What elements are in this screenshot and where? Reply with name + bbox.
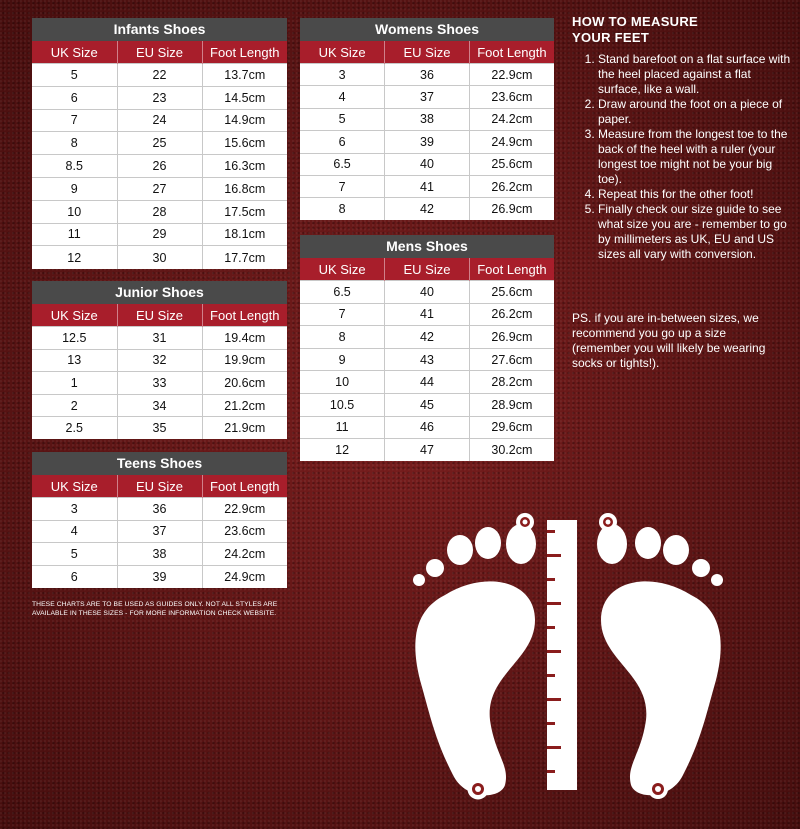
- foot-length-cell: 28.2cm: [469, 371, 554, 394]
- table-row: [32, 246, 287, 269]
- column-header-eu: EU Size: [117, 41, 202, 64]
- foot-length-cell: 16.8cm: [202, 177, 287, 200]
- column-header-eu: EU Size: [117, 475, 202, 498]
- table-row: [32, 565, 287, 588]
- table-row: [300, 64, 554, 86]
- foot-length-cell: 24.2cm: [469, 108, 554, 130]
- uk-size-cell: 6.5: [300, 153, 385, 175]
- foot-length-cell: 13.7cm: [202, 64, 287, 87]
- column-header-uk: UK Size: [32, 475, 117, 498]
- step-item: 2. Draw around the foot on a piece of paper.: [598, 97, 794, 127]
- step-item: 1. Stand barefoot on a flat surface with the heel placed against a flat surface, like a wall.: [598, 52, 794, 97]
- eu-size-cell: 26: [117, 155, 202, 178]
- eu-size-cell: 41: [385, 303, 470, 326]
- foot-length-cell: 23.6cm: [469, 86, 554, 108]
- column-header-uk: UK Size: [32, 41, 117, 64]
- foot-length-cell: 21.2cm: [202, 394, 287, 417]
- foot-length-cell: 25.6cm: [469, 153, 554, 175]
- uk-size-cell: 8: [300, 326, 385, 349]
- foot-length-cell: 19.9cm: [202, 349, 287, 372]
- uk-size-cell: 13: [32, 349, 117, 372]
- eu-size-cell: 43: [385, 348, 470, 371]
- column-header-eu: EU Size: [385, 41, 470, 64]
- foot-length-cell: 24.9cm: [469, 131, 554, 153]
- table-title: Mens Shoes: [300, 235, 554, 258]
- uk-size-cell: 3: [300, 64, 385, 86]
- junior-size-table: [32, 281, 287, 439]
- column-header-length: Foot Length: [469, 258, 554, 281]
- foot-length-cell: 20.6cm: [202, 372, 287, 395]
- eu-size-cell: 29: [117, 223, 202, 246]
- table-row: [300, 175, 554, 197]
- column-header-length: Foot Length: [469, 41, 554, 64]
- size-table: [300, 258, 554, 461]
- ps-note: PS. if you are in-between sizes, we recommend you go up a size (remember you will likely be wearing socks or tights!).: [572, 311, 766, 370]
- uk-size-cell: 8.5: [32, 155, 117, 178]
- uk-size-cell: 4: [32, 520, 117, 543]
- table-row: [32, 327, 287, 350]
- uk-size-cell: 6: [32, 565, 117, 588]
- foot-length-cell: 16.3cm: [202, 155, 287, 178]
- size-table: [32, 475, 287, 588]
- foot-length-cell: 26.2cm: [469, 175, 554, 197]
- eu-size-cell: 38: [117, 543, 202, 566]
- title-line: YOUR FEET: [572, 30, 650, 45]
- title-line: HOW TO MEASURE: [572, 14, 699, 29]
- left-foot-icon: [413, 524, 536, 795]
- table-row: [32, 177, 287, 200]
- eu-size-cell: 27: [117, 177, 202, 200]
- foot-length-cell: 27.6cm: [469, 348, 554, 371]
- eu-size-cell: 25: [117, 132, 202, 155]
- step-item: 5. Finally check our size guide to see what size you are - remember to go by millimeters as UK, EU and US sizes all vary with conversion.: [598, 202, 794, 262]
- uk-size-cell: 2.5: [32, 417, 117, 440]
- table-row: [32, 520, 287, 543]
- foot-length-cell: 29.6cm: [469, 416, 554, 439]
- eu-size-cell: 34: [117, 394, 202, 417]
- table-row: [32, 223, 287, 246]
- disclaimer-note: THESE CHARTS ARE TO BE USED AS GUIDES ONLY. NOT ALL STYLES ARE AVAILABLE IN THESE SIZES - FOR MORE INFORMATION CHECK WEBSITE.: [32, 601, 278, 617]
- column-header-uk: UK Size: [300, 258, 385, 281]
- eu-size-cell: 42: [385, 198, 470, 220]
- feet-ruler-illustration: [405, 500, 735, 810]
- table-row: [32, 543, 287, 566]
- right-heel-marker-icon: [648, 779, 668, 799]
- right-foot-icon: [597, 524, 723, 795]
- table-row: [32, 200, 287, 223]
- foot-length-cell: 26.9cm: [469, 198, 554, 220]
- eu-size-cell: 22: [117, 64, 202, 87]
- foot-length-cell: 28.9cm: [469, 393, 554, 416]
- table-row: [32, 417, 287, 440]
- uk-size-cell: 6: [32, 86, 117, 109]
- eu-size-cell: 40: [385, 153, 470, 175]
- table-row: [32, 349, 287, 372]
- uk-size-cell: 11: [300, 416, 385, 439]
- uk-size-cell: 7: [300, 175, 385, 197]
- foot-length-cell: 24.9cm: [202, 565, 287, 588]
- uk-size-cell: 12.5: [32, 327, 117, 350]
- table-row: [300, 348, 554, 371]
- womens-size-table: [300, 18, 554, 220]
- column-header-eu: EU Size: [385, 258, 470, 281]
- foot-length-cell: 22.9cm: [469, 64, 554, 86]
- eu-size-cell: 47: [385, 439, 470, 462]
- right-toe-marker-icon: [599, 513, 617, 531]
- eu-size-cell: 36: [385, 64, 470, 86]
- uk-size-cell: 8: [32, 132, 117, 155]
- column-header-eu: EU Size: [117, 304, 202, 327]
- left-toe-marker-icon: [516, 513, 534, 531]
- step-item: 3. Measure from the longest toe to the back of the heel with a ruler (your longest toe might not be your big toe).: [598, 127, 794, 187]
- table-row: [300, 108, 554, 130]
- uk-size-cell: 10: [32, 200, 117, 223]
- eu-size-cell: 42: [385, 326, 470, 349]
- column-header-uk: UK Size: [300, 41, 385, 64]
- table-row: [32, 498, 287, 521]
- uk-size-cell: 12: [32, 246, 117, 269]
- eu-size-cell: 30: [117, 246, 202, 269]
- table-row: [300, 86, 554, 108]
- foot-length-cell: 21.9cm: [202, 417, 287, 440]
- table-row: [300, 153, 554, 175]
- uk-size-cell: 2: [32, 394, 117, 417]
- table-row: [32, 372, 287, 395]
- column-header-length: Foot Length: [202, 304, 287, 327]
- table-row: [32, 132, 287, 155]
- uk-size-cell: 9: [32, 177, 117, 200]
- column-header-length: Foot Length: [202, 475, 287, 498]
- foot-length-cell: 14.5cm: [202, 86, 287, 109]
- how-to-measure-panel: [572, 14, 794, 262]
- table-row: [300, 326, 554, 349]
- foot-length-cell: 19.4cm: [202, 327, 287, 350]
- eu-size-cell: 28: [117, 200, 202, 223]
- foot-length-cell: 23.6cm: [202, 520, 287, 543]
- eu-size-cell: 24: [117, 109, 202, 132]
- uk-size-cell: 9: [300, 348, 385, 371]
- eu-size-cell: 23: [117, 86, 202, 109]
- foot-length-cell: 26.9cm: [469, 326, 554, 349]
- table-row: [300, 281, 554, 304]
- infants-size-table: [32, 18, 287, 269]
- eu-size-cell: 46: [385, 416, 470, 439]
- uk-size-cell: 10: [300, 371, 385, 394]
- table-row: [32, 394, 287, 417]
- foot-length-cell: 24.2cm: [202, 543, 287, 566]
- table-row: [300, 371, 554, 394]
- step-item: 4. Repeat this for the other foot!: [598, 187, 794, 202]
- mens-size-table: [300, 235, 554, 461]
- uk-size-cell: 8: [300, 198, 385, 220]
- table-row: [300, 198, 554, 220]
- foot-length-cell: 14.9cm: [202, 109, 287, 132]
- eu-size-cell: 37: [385, 86, 470, 108]
- how-to-measure-title: [572, 14, 794, 46]
- table-row: [32, 109, 287, 132]
- size-table: [32, 41, 287, 269]
- eu-size-cell: 32: [117, 349, 202, 372]
- eu-size-cell: 45: [385, 393, 470, 416]
- size-table: [32, 304, 287, 439]
- uk-size-cell: 12: [300, 439, 385, 462]
- eu-size-cell: 35: [117, 417, 202, 440]
- table-row: [32, 86, 287, 109]
- teens-size-table: [32, 452, 287, 588]
- uk-size-cell: 5: [32, 64, 117, 87]
- uk-size-cell: 6: [300, 131, 385, 153]
- table-row: [32, 155, 287, 178]
- eu-size-cell: 39: [385, 131, 470, 153]
- table-row: [300, 131, 554, 153]
- foot-length-cell: 26.2cm: [469, 303, 554, 326]
- eu-size-cell: 38: [385, 108, 470, 130]
- uk-size-cell: 7: [300, 303, 385, 326]
- eu-size-cell: 41: [385, 175, 470, 197]
- foot-length-cell: 17.7cm: [202, 246, 287, 269]
- ruler-icon: [547, 520, 577, 790]
- table-title: Junior Shoes: [32, 281, 287, 304]
- eu-size-cell: 37: [117, 520, 202, 543]
- eu-size-cell: 31: [117, 327, 202, 350]
- uk-size-cell: 4: [300, 86, 385, 108]
- table-title: Teens Shoes: [32, 452, 287, 475]
- column-header-uk: UK Size: [32, 304, 117, 327]
- uk-size-cell: 1: [32, 372, 117, 395]
- table-title: Infants Shoes: [32, 18, 287, 41]
- uk-size-cell: 7: [32, 109, 117, 132]
- measure-steps-list: [572, 52, 794, 262]
- left-heel-marker-icon: [468, 779, 488, 799]
- table-row: [32, 64, 287, 87]
- table-row: [300, 393, 554, 416]
- eu-size-cell: 33: [117, 372, 202, 395]
- uk-size-cell: 6.5: [300, 281, 385, 304]
- foot-length-cell: 18.1cm: [202, 223, 287, 246]
- uk-size-cell: 10.5: [300, 393, 385, 416]
- uk-size-cell: 5: [300, 108, 385, 130]
- eu-size-cell: 39: [117, 565, 202, 588]
- foot-length-cell: 17.5cm: [202, 200, 287, 223]
- foot-length-cell: 15.6cm: [202, 132, 287, 155]
- uk-size-cell: 11: [32, 223, 117, 246]
- column-header-length: Foot Length: [202, 41, 287, 64]
- foot-length-cell: 30.2cm: [469, 439, 554, 462]
- table-row: [300, 416, 554, 439]
- foot-length-cell: 25.6cm: [469, 281, 554, 304]
- table-row: [300, 439, 554, 462]
- eu-size-cell: 44: [385, 371, 470, 394]
- eu-size-cell: 40: [385, 281, 470, 304]
- uk-size-cell: 3: [32, 498, 117, 521]
- table-title: Womens Shoes: [300, 18, 554, 41]
- eu-size-cell: 36: [117, 498, 202, 521]
- uk-size-cell: 5: [32, 543, 117, 566]
- size-table: [300, 41, 554, 220]
- table-row: [300, 303, 554, 326]
- foot-length-cell: 22.9cm: [202, 498, 287, 521]
